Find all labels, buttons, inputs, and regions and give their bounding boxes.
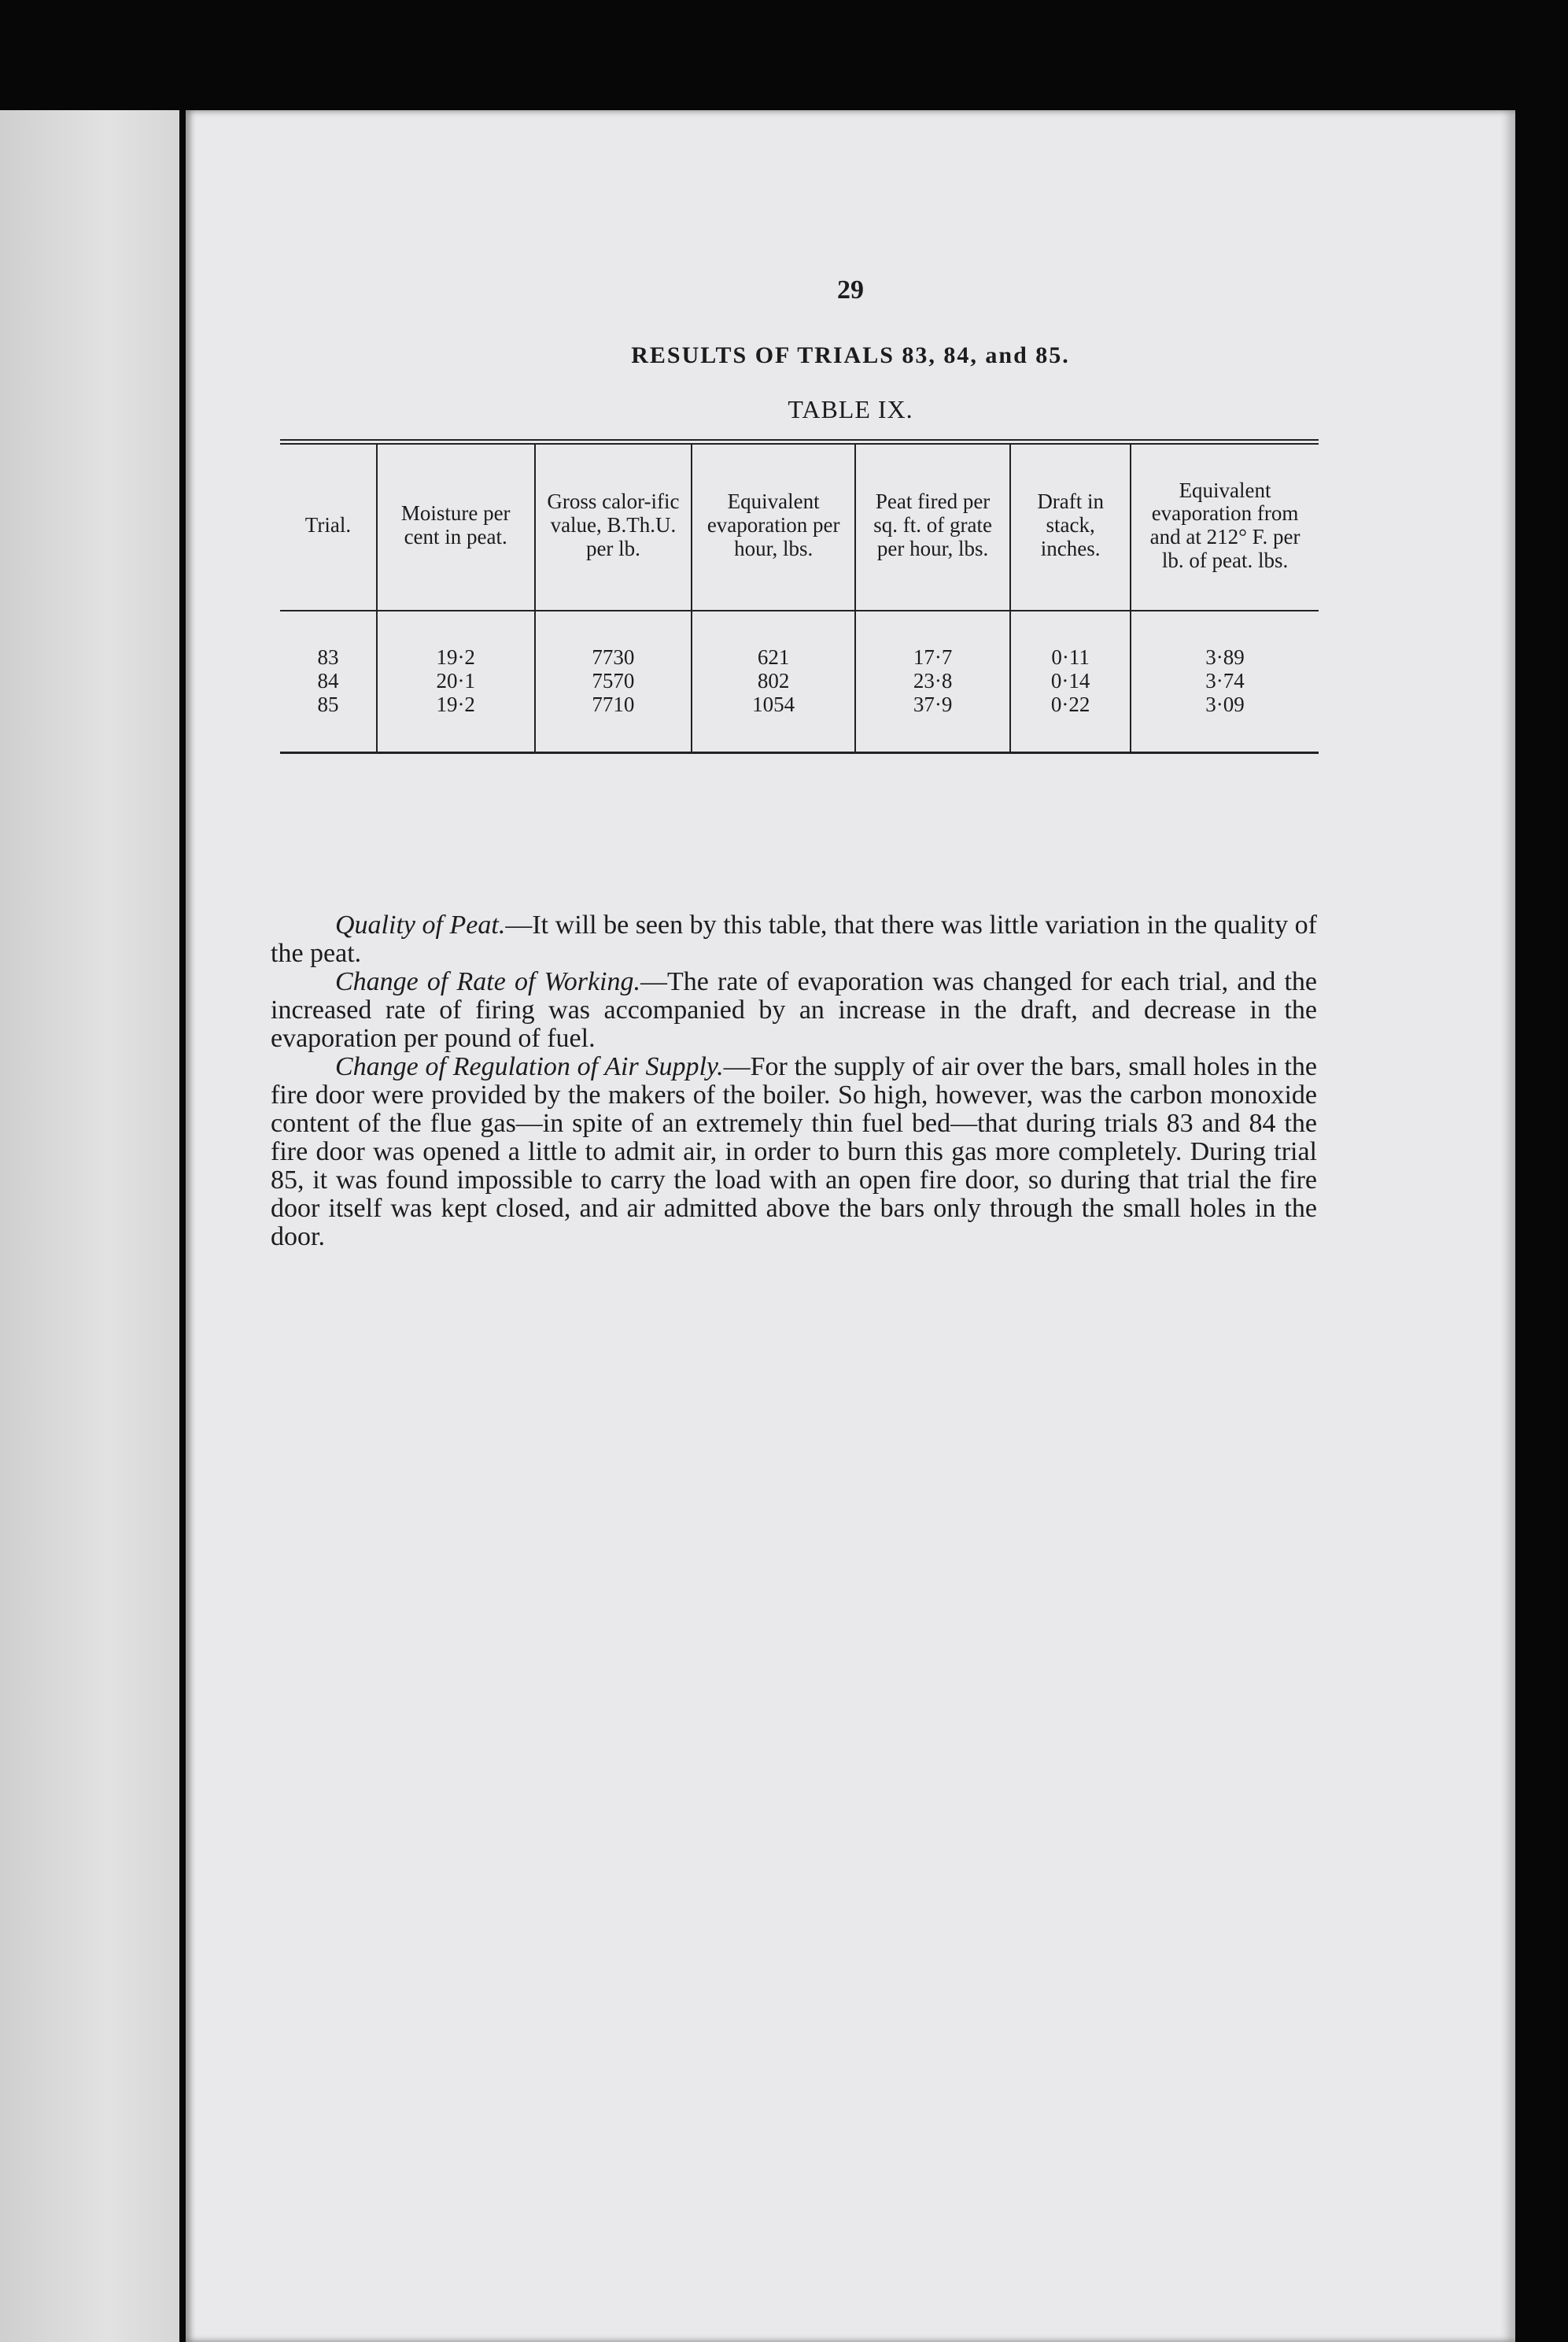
table-cell: 0·14 [1050,669,1090,693]
table-cell: 3·09 [1205,692,1245,716]
header-peat-fired: Peat fired per sq. ft. of grate per hour, lbs. [855,442,1010,611]
table-cell: 19·2 [436,692,475,716]
calorific-cell [535,611,692,753]
header-draft: Draft in stack, inches. [1010,442,1131,611]
table-cell: 23·8 [913,669,953,693]
header-calorific: Gross calor-ific value, B.Th.U. per lb. [535,442,692,611]
paragraph-heading: Quality of Peat. [335,911,506,940]
adjacent-page-edge [0,110,179,2342]
table-title: TABLE IX. [788,395,913,423]
header-moisture: Moisture per cent in peat. [377,442,535,611]
table-header-row [280,442,1319,611]
trial-cell [280,611,377,753]
paragraph-text: —It will be seen by this table, that there was little variation in the quality of the peat. [271,911,1317,968]
table-cell: 20·1 [436,669,475,693]
table-cell: 3·74 [1205,669,1245,693]
document-page [186,110,1515,2342]
paragraph-heading: Change of Regulation of Air Supply. [335,1052,724,1081]
table-cell: 83 [317,645,339,670]
trials-table [280,439,1319,754]
table-cell: 85 [317,692,339,716]
header-evaporation: Equivalent evaporation per hour, lbs. [692,442,855,611]
table-cell: 7710 [592,692,635,716]
moisture-cell [377,611,535,753]
evaporation-cell [692,611,855,753]
table-cell: 84 [317,669,339,693]
paragraph-heading: Change of Rate of Working. [335,967,641,996]
draft-cell [1010,611,1131,753]
table-cell: 3·89 [1205,645,1245,670]
page-number: 29 [837,275,864,305]
table-cell: 17·7 [913,645,953,670]
paragraph-change-of-rate [271,968,1317,1053]
table-cell: 621 [757,645,790,670]
header-trial: Trial. [280,442,377,611]
table-cell: 1054 [752,692,795,716]
paragraph-text: —The rate of evaporation was changed for each trial, and the increased rate of firing was accompanied by an increase in the draft, and decrease in the evaporation per pound of fuel. [271,967,1317,1053]
equivalent-evaporation-cell [1131,611,1319,753]
header-equivalent-evaporation: Equivalent evaporation from and at 212° F. per lb. of peat. lbs. [1131,442,1319,611]
table-cell: 19·2 [436,645,475,670]
results-title: RESULTS OF TRIALS 83, 84, and 85. [631,342,1070,368]
paragraph-air-supply [271,1053,1317,1251]
table-cell: 37·9 [913,692,953,716]
table-cell: 0·22 [1050,692,1090,716]
table-cell: 7570 [592,669,635,693]
table-row [280,611,1319,753]
body-text [271,911,1317,1251]
paragraph-text: —For the supply of air over the bars, small holes in the fire door were provided by the makers of the boiler. So high, however, was the carbon monoxide content of the flue gas—in spite of an extremely thin fuel bed—that during trials 83 and 84 the fire door was opened a little to admit air, in order to burn this gas more completely. During trial 85, it was found impossible to carry the load with an open fire door, so during that trial the fire door itself was kept closed, and air admitted above the bars only through the small holes in the door. [271,1052,1317,1251]
table-cell: 7730 [592,645,635,670]
table-cell: 802 [757,669,790,693]
paragraph-quality-of-peat [271,911,1317,968]
peat-fired-cell [855,611,1010,753]
table-cell: 0·11 [1051,645,1090,670]
